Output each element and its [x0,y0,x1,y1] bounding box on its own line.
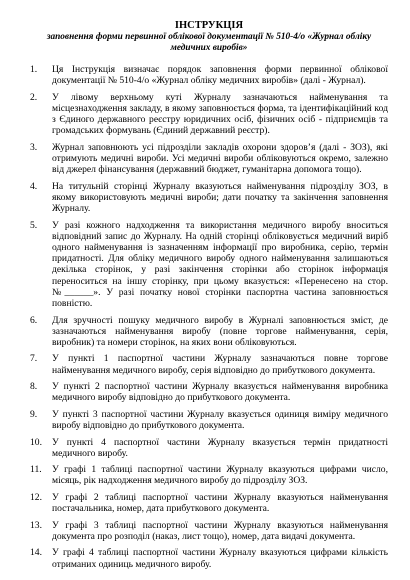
document-title: ІНСТРУКЦІЯ [174,20,244,31]
item-text: На титульній сторінці Журналу вказуються найменування підрозділу ЗОЗ, в якому використовують медичні вироби; дати початку та закінчення заповнення Журналу. [52,180,388,215]
instruction-item [30,353,388,375]
item-text: У графі 2 таблиці паспортної частини Журналу вказуються найменування постачальника, номер, дата прибуткового документа. [52,491,388,515]
instruction-item [30,381,388,403]
instruction-item [30,464,388,486]
document-subtitle: заповнення форми первинної облікової документації № 510-4/о «Журнал обліку медичних виробів» [46,32,372,53]
item-text: У графі 3 таблиці паспортної частини Журналу вказуються найменування документа про розподіл (наказ, лист тощо), номер, дата видачі документа. [52,519,388,542]
item-number: 3. [30,141,38,153]
item-text: У пункті 4 паспортної частини Журналу вказується термін придатності медичного виробу. [52,436,388,459]
item-text: Ця Інструкція визначає порядок заповнення форми первинної облікової документації № 510-4/о «Журнал обліку медичних виробів» (далі - Журнал). [52,64,388,87]
item-text: У лівому верхньому куті Журналу зазначаються найменування та місцезнаходження закладу, в якому заповнюється форма, та ідентифікаційний код з Єдиного державного реєстру юридичних осіб, фізичних осіб - підприємців та громадських формувань (Єдиний державний реєстр). [52,91,388,137]
item-number: 11. [30,464,42,476]
item-number: 9. [30,408,38,420]
item-number: 12. [30,491,42,503]
instruction-item [30,142,388,176]
item-number: 7. [30,353,38,365]
instruction-item [30,547,388,569]
item-number: 5. [30,219,38,231]
item-number: 6. [30,314,38,326]
instruction-item [30,220,388,310]
item-number: 1. [30,64,38,75]
item-number: 4. [30,180,38,192]
instruction-item [30,92,388,137]
item-number: 10. [30,436,42,448]
instruction-list [30,64,388,570]
item-text: Для зручності пошуку медичного виробу в Журналі заповнюється зміст, де зазначаються найменування виробу (повне торгове найменування, серія, виробник) та номери сторінок, на яких вони обліковуються. [52,314,388,348]
item-number: 13. [30,519,42,531]
item-text: У пункті 1 паспортної частини Журналу зазначаються повне торгове найменування медичного виробу, серія відповідно до прибуткового документа. [52,353,388,376]
instruction-item [30,181,388,215]
item-number: 8. [30,381,38,393]
item-text: У пункті 2 паспортної частини Журналу вказується найменування виробника медичного виробу відповідно до прибуткового документа. [52,381,388,404]
instruction-item [30,315,388,349]
item-number: 2. [30,91,38,103]
item-text: Журнал заповнюють усі підрозділи закладів охорони здоров’я (далі - ЗОЗ), які отримують медичні вироби. Усі медичні вироби обліковуються окремо, залежно від джерел фінансування (державний бюджет, гуманітарна допомога тощо). [52,141,388,176]
item-text: У графі 1 таблиці паспортної частини Журналу вказуються цифрами число, місяць, рік надходження медичного виробу до підрозділу ЗОЗ. [52,464,388,487]
instruction-item [30,520,388,542]
instruction-item [30,437,388,459]
item-text: У пункті 3 паспортної частини Журналу вказується одиниця виміру медичного виробу відповідно до прибуткового документа. [52,408,388,432]
instruction-item [30,64,388,86]
item-text: У графі 4 таблиці паспортної частини Журналу вказуються цифрами кількість отриманих одиниць медичного виробу. [52,547,388,570]
instruction-item [30,409,388,431]
item-text: У разі кожного надходження та використання медичного виробу вноситься відповідний запис до Журналу. На одній сторінці обліковується медичний виріб одного найменування із зазначенням інформації про виробника, серію, термін придатності. Для обліку медичного виробу одного найменування залишаються декілька сторінок, у разі закінчення сторінки або сторінок інформація переноситься на іншу сторінку, при цьому вказується: «Перенесено на стор. №______». У разі початку нової сторінки паспортна частина заповнюється повністю. [52,219,388,310]
item-number: 14. [30,547,42,559]
instruction-item [30,492,388,514]
